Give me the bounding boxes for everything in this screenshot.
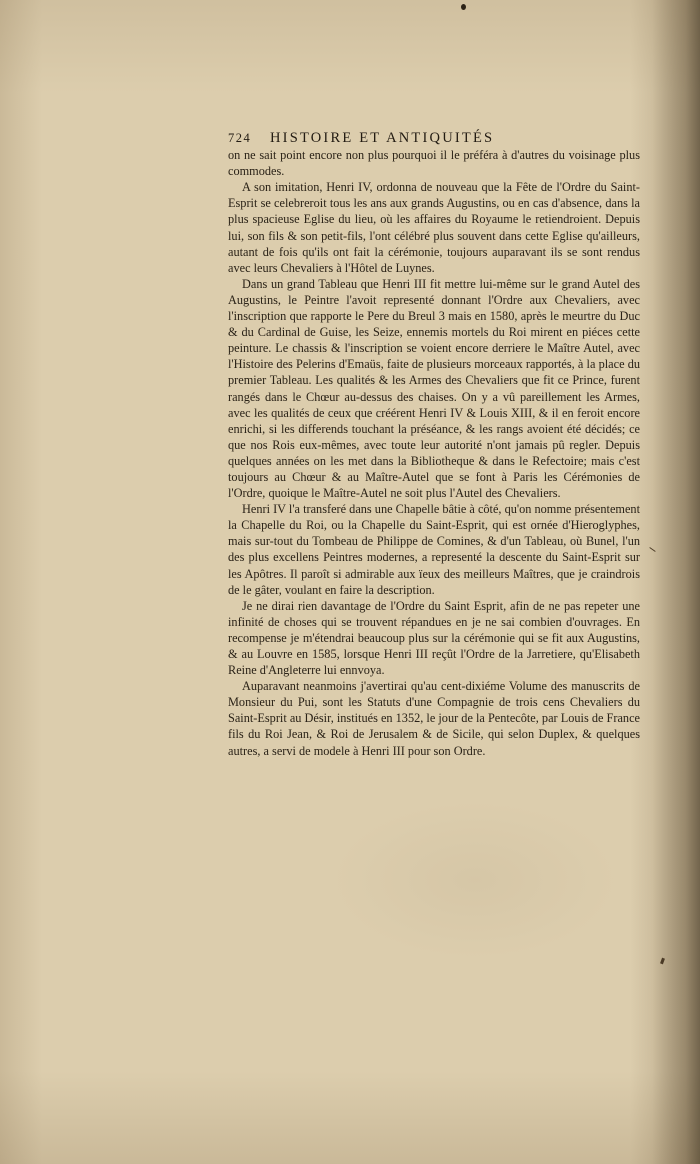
paragraph: Dans un grand Tableau que Henri III fit mettre lui-même sur le grand Autel des Augustins, le Peintre l'avoit representé donnant l'Ordre aux Chevaliers, avec l'inscription que rapporte le Pere du Breul 3 mais en 1580, après le meurtre du Duc & du Cardinal de Guise, les Seize, ennemis mortels du Roi mirent en piéces cette peinture. Le chassis & l'inscription se voient encore derriere le Maître Autel, avec l'Histoire des Pelerins d'Emaüs, faite de plusieurs morceaux rapportés, à la place du premier Tableau. Les qualités & les Armes des Chevaliers que fit ce Prince, furent rangés dans le Chœur au-dessus des chaises. On y a vû pareillement les Armes, avec les qualités de ceux que créérent Henri IV & Louis XIII, & il en feroit encore enrichi, si les differends touchant la préséance, & les rangs avoient été décidés; ce que nos Rois eux-mêmes, avec toute leur autorité n'ont jamais pû regler. Depuis quelques années on les met dans la Bibliotheque & dans le Refectoire; mais c'est toujours au Chœur & au Maître-Autel que se font à Paris les Cérémonies de l'Ordre, quoique le Maître-Autel ne soit plus l'Autel des Chevaliers.: [228, 276, 640, 501]
show-through-bleed: [330, 800, 620, 960]
text-block: [228, 130, 640, 759]
ink-dot-mark: [461, 4, 466, 10]
page-number: 724: [228, 131, 252, 145]
paragraph: on ne sait point encore non plus pourquoi il le préféra à d'autres du voisinage plus commodes.: [228, 148, 640, 179]
running-head: [228, 130, 640, 146]
binding-shadow: [652, 0, 700, 1164]
running-title: HISTOIRE ET ANTIQUITÉS: [270, 130, 495, 146]
paragraph: Je ne dirai rien davantage de l'Ordre du Saint Esprit, afin de ne pas repeter une infinité de choses qui se trouvent répandues en je ne sai combien d'ouvrages. En recompense je m'étendrai beaucoup plus sur la cérémonie qui se fit aux Augustins, & au Louvre en 1585, lorsque Henri III reçût l'Ordre de la Jarretiere, qu'Elisabeth Reine d'Angleterre lui ennvoya.: [228, 598, 640, 678]
paragraph: Henri IV l'a transferé dans une Chapelle bâtie à côté, qu'on nomme présentement la Chapelle du Roi, ou la Chapelle du Saint-Esprit, qui est ornée d'Hieroglyphes, mais sur-tout du Tombeau de Philippe de Comines, & d'un Tableau, où Bunel, l'un des plus excellens Peintres modernes, a representé la descente du Saint-Esprit sur les Apôtres. Il paroît si admirable aux ïeux des meilleurs Maîtres, que je craindrois de le gâter, voulant en faire la description.: [228, 502, 640, 597]
paragraph: A son imitation, Henri IV, ordonna de nouveau que la Fête de l'Ordre du Saint-Esprit se celebreroit tous les ans aux grands Augustins, ou en cas d'absence, dans la plus spacieuse Eglise du lieu, où les affaires du Royaume le retiendroient. Depuis lui, son fils & son petit-fils, l'ont célébré plus souvent dans cette Eglise qu'ailleurs, autant de fois qu'ils ont fait la cérémonie, toujours auparavant ils se sont rendus avec leurs Chevaliers à l'Hôtel de Luynes.: [228, 180, 640, 275]
paragraph: Auparavant neanmoins j'avertirai qu'au cent-dixiéme Volume des manuscrits de Monsieur du Pui, sont les Statuts d'une Compagnie de trois cens Chevaliers du Saint-Esprit au Désir, institués en 1352, le jour de la Pentecôte, par Louis de France fils du Roi Jean, & Roi de Jerusalem & de Sicile, qui selon Duplex, & quelques autres, a servi de modele à Henri III pour son Ordre.: [228, 679, 640, 758]
